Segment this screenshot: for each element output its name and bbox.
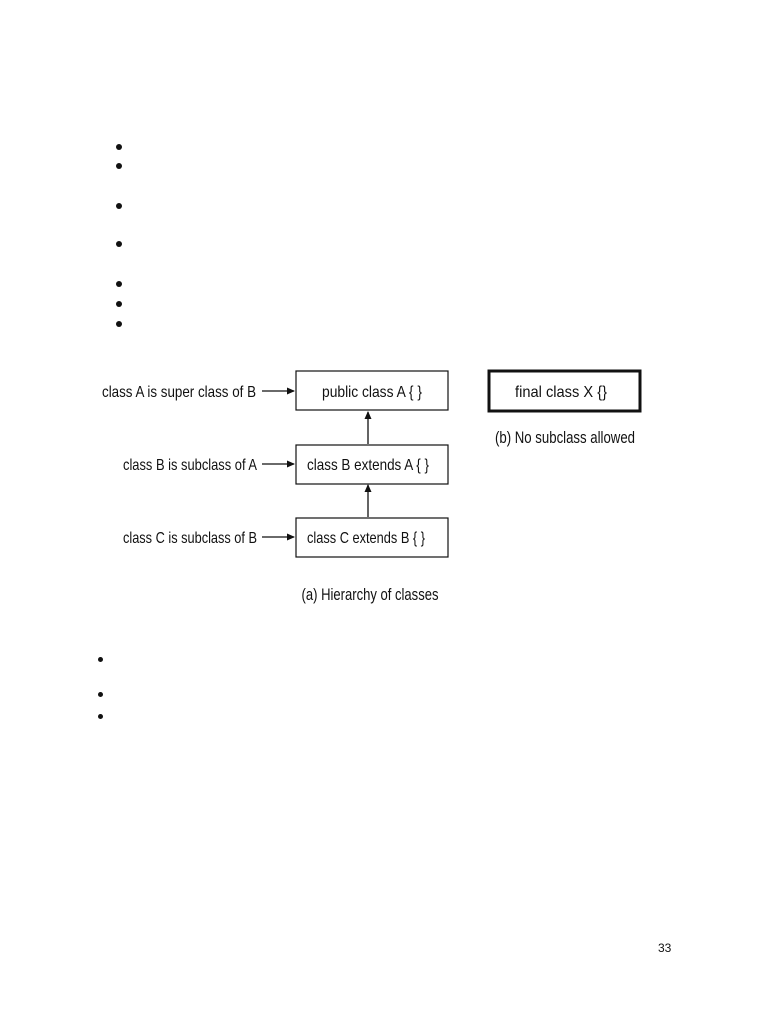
caption-no-subclass: (b) No subclass allowed (495, 428, 635, 447)
page-number: 33 (658, 941, 672, 955)
bullet-marker (98, 714, 103, 719)
bullet-marker (98, 692, 103, 697)
box-class-a-label: public class A { } (322, 384, 423, 401)
box-class-c-label: class C extends B { } (307, 530, 426, 547)
label-class-c: class C is subclass of B (123, 530, 257, 547)
caption-hierarchy: (a) Hierarchy of classes (301, 585, 439, 604)
box-final-class-label: final class X {} (515, 384, 608, 401)
bullet-marker (98, 657, 103, 662)
label-class-a: class A is super class of B (102, 384, 256, 401)
box-class-b-label: class B extends A { } (307, 457, 430, 474)
label-class-b: class B is subclass of A (123, 457, 258, 474)
